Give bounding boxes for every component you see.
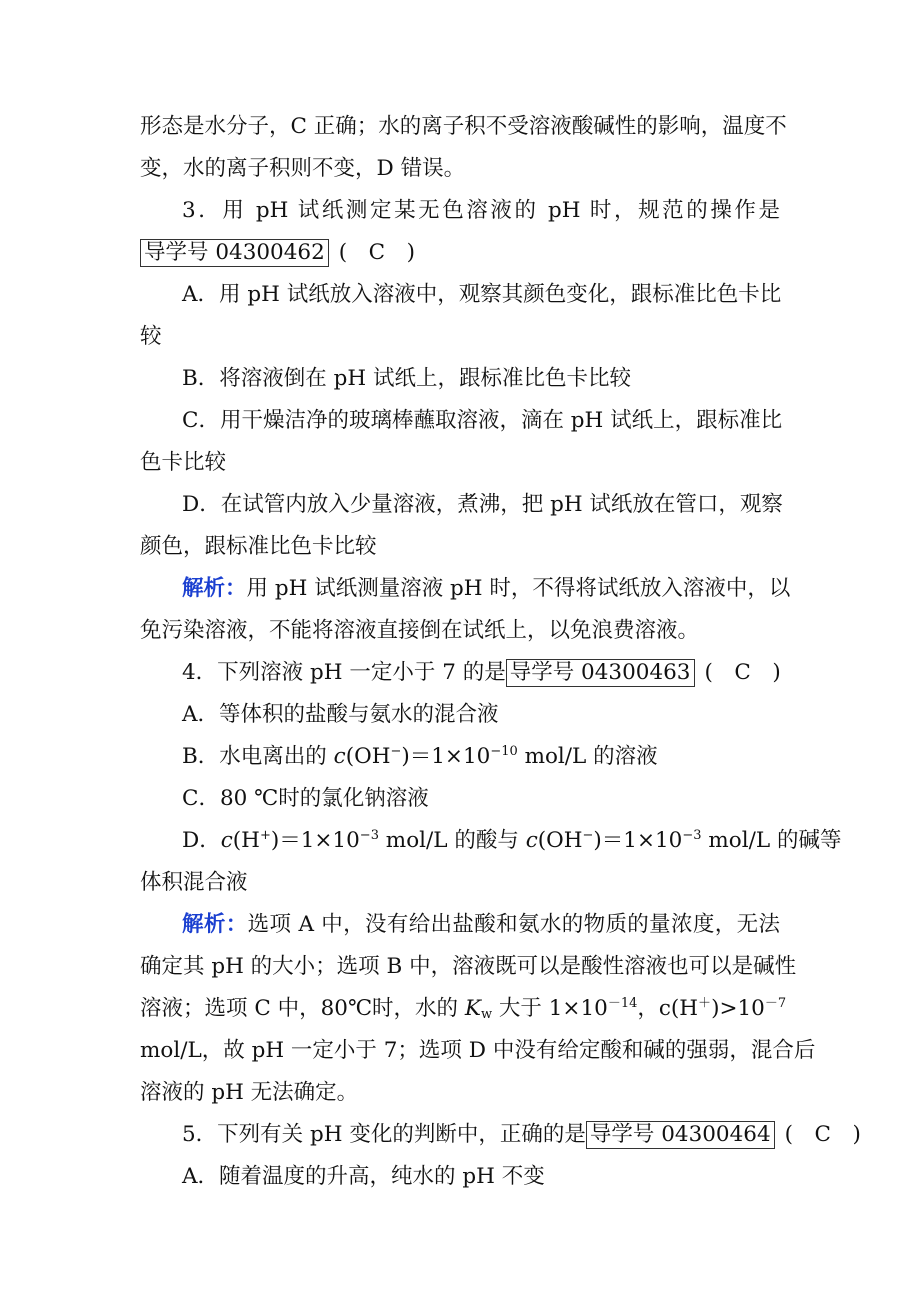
text-span: 溶液；选项 C 中，80℃时，水的 [140,996,465,1021]
option-b [182,362,780,396]
text-span: A．等体积的盐酸与氨水的混合液 [182,702,499,727]
text-span: −3 [359,828,379,843]
text-span: 较 [140,324,162,349]
option-c [182,782,780,816]
question-id-box: 导学号 04300464 [586,1121,775,1149]
option-c-cont [140,446,780,480]
analysis-4-cont [140,1034,816,1068]
text-span: ＋ [698,996,712,1011]
text-span: mol/L 的酸与 [378,828,526,853]
question-4-stem [182,656,780,690]
text-span: 形态是水分子，C 正确；水的离子积不受溶液酸碱性的影响，温度不 [140,114,787,139]
text-span: mol/L，故 pH 一定小于 7；选项 D 中没有给定酸和碱的强弱，混合后 [140,1038,816,1063]
text-span: −10 [490,744,518,759]
text-span: 变，水的离子积则不变，D 错误。 [140,156,466,181]
text-span: 3．用 pH 试纸测定某无色溶液的 pH 时，规范的操作是 [182,198,780,223]
text-span: c [220,828,233,853]
text-span: C．用干燥洁净的玻璃棒蘸取溶液，滴在 pH 试纸上，跟标准比 [182,408,783,433]
text-span: 体积混合液 [140,870,248,895]
analysis-4 [182,908,780,942]
text-span: K [464,996,481,1021]
text-span: )>10 [711,996,765,1021]
analysis-4-cont [140,950,797,984]
analysis-3-cont [140,614,780,648]
option-a [182,1160,780,1194]
text-line [140,152,780,186]
text-span: ，c [637,996,671,1021]
answer-mark: ( C ) [338,240,416,265]
option-c [182,404,783,438]
question-3-id-line [140,236,780,270]
text-span: －14 [607,996,638,1011]
text-span: 免污染溶液，不能将溶液直接倒在试纸上，以免浪费溶液。 [140,618,700,643]
analysis-4-cont [140,1076,780,1110]
text-span: c [525,828,538,853]
text-span: A．随着温度的升高，纯水的 pH 不变 [182,1164,545,1189]
text-span: )＝1×10 [270,828,360,853]
text-span: c [333,744,346,769]
text-span: A．用 pH 试纸放入溶液中，观察其颜色变化，跟标准比色卡比 [182,282,782,307]
option-d [182,488,783,522]
text-span: mol/L 的溶液 [517,744,658,769]
text-span: + [259,828,271,843]
question-3-stem [182,194,780,228]
text-span: − [390,744,402,759]
text-span: )＝1×10 [593,828,683,853]
option-a-cont [140,320,780,354]
text-line [140,110,787,144]
text-span: (H [670,996,699,1021]
text-span: 溶液的 pH 无法确定。 [140,1080,359,1105]
option-d-cont [140,530,780,564]
text-span: −3 [682,828,702,843]
analysis-3 [182,572,791,606]
analysis-label: 解析： [182,576,247,601]
text-span: 4．下列溶液 pH 一定小于 7 的是 [182,660,506,685]
text-span: B．水电离出的 [182,744,334,769]
text-span: C．80 ℃时的氯化钠溶液 [182,786,429,811]
text-span: (OH [345,744,391,769]
text-span: (H [232,828,260,853]
text-span: − [582,828,594,843]
question-id-box: 导学号 04300462 [140,239,329,267]
text-span: w [480,1007,493,1022]
text-span: 5．下列有关 pH 变化的判断中，正确的是 [182,1122,586,1147]
text-span: )＝1×10 [401,744,491,769]
analysis-label: 解析： [182,912,248,937]
answer-mark: ( C ) [704,660,781,685]
text-span: D．在试管内放入少量溶液，煮沸，把 pH 试纸放在管口，观察 [182,492,783,517]
option-b [182,740,780,774]
option-d-cont [140,866,780,900]
option-a [182,698,780,732]
text-span: 选项 A 中，没有给出盐酸和氨水的物质的量浓度，无法 [247,912,780,937]
option-d [182,824,842,858]
text-span: mol/L 的碱等 [701,828,842,853]
text-span: D． [182,828,221,853]
option-a [182,278,780,312]
question-5-stem [182,1118,861,1152]
text-span: －7 [764,996,787,1011]
text-span: (OH [537,828,583,853]
text-span: B．将溶液倒在 pH 试纸上，跟标准比色卡比较 [182,366,631,391]
text-span: 大于 1×10 [492,996,608,1021]
analysis-4-cont [140,992,787,1026]
question-id-box: 导学号 04300463 [506,659,695,687]
answer-mark: ( C ) [784,1122,861,1147]
text-span: 颜色，跟标准比色卡比较 [140,534,377,559]
text-span: 色卡比较 [140,450,227,475]
text-span: 确定其 pH 的大小；选项 B 中，溶液既可以是酸性溶液也可以是碱性 [140,954,797,979]
text-span: 用 pH 试纸测量溶液 pH 时，不得将试纸放入溶液中，以 [246,576,791,601]
